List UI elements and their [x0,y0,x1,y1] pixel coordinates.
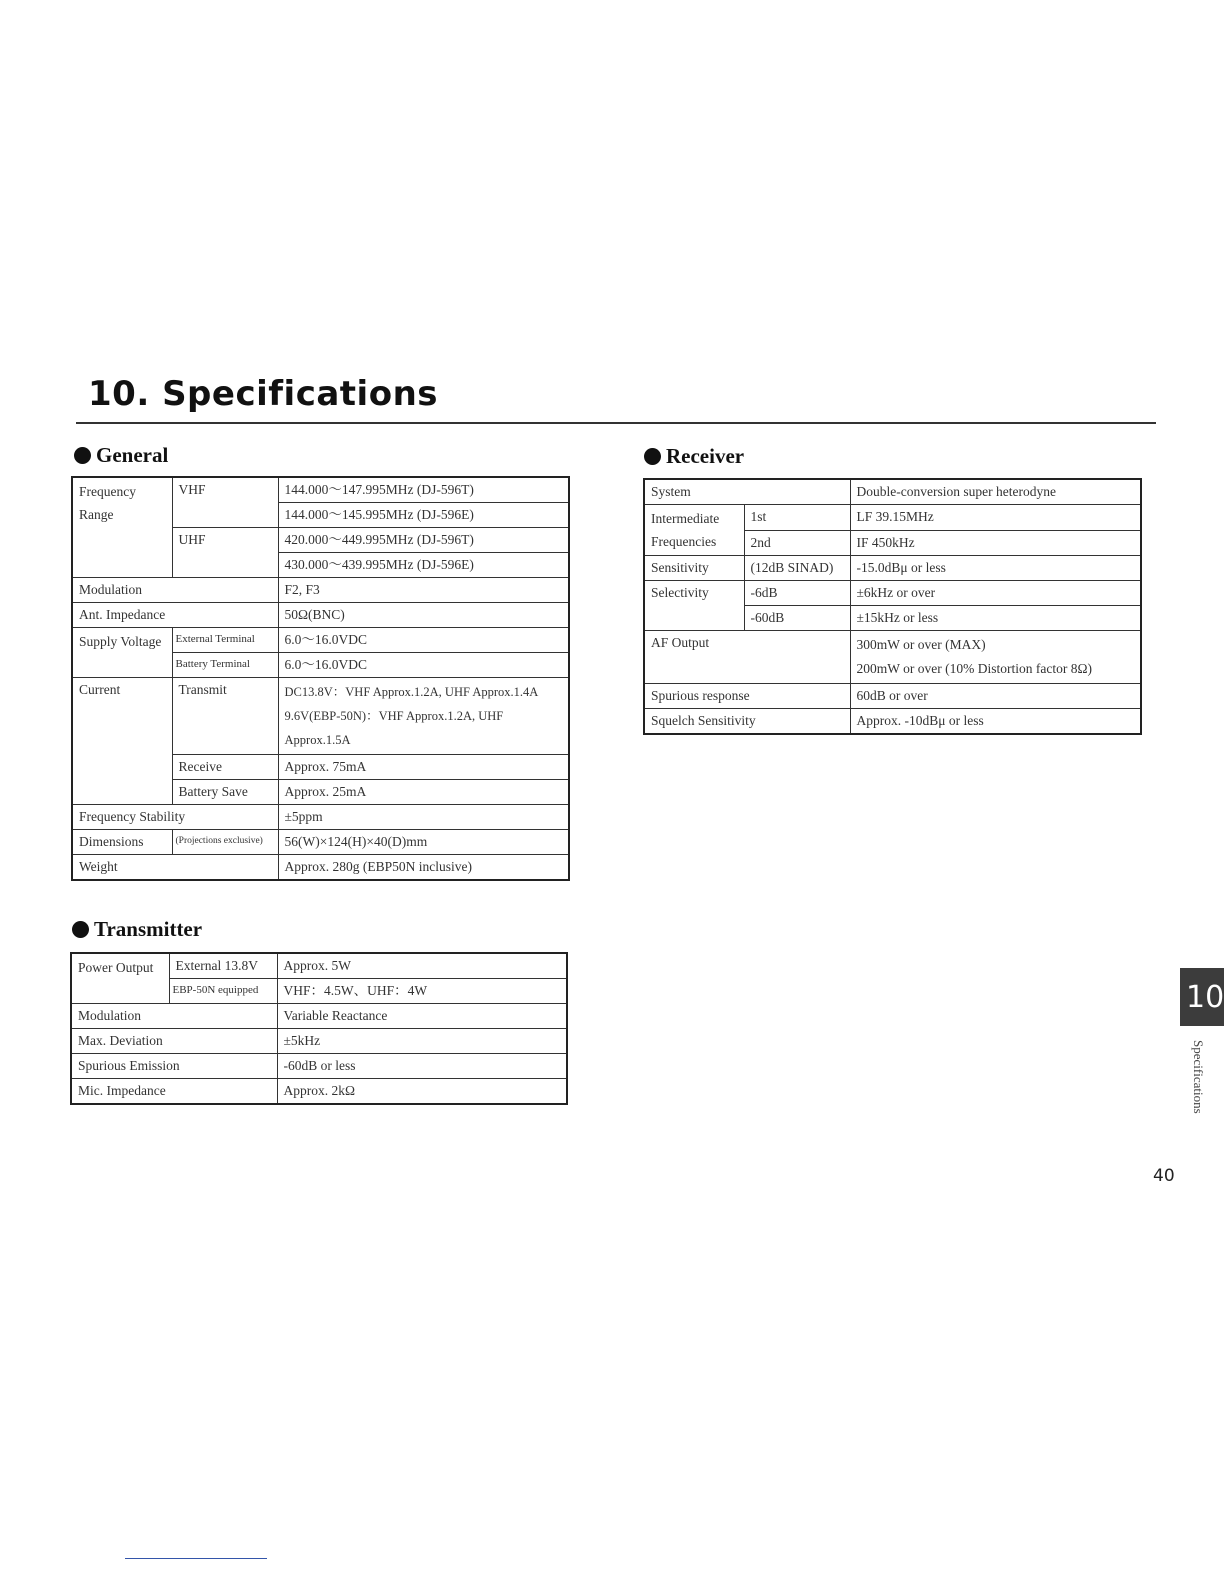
af-output-line-1: 300mW or over (MAX) [856,637,986,652]
ant-impedance-label: Ant. Impedance [72,603,278,628]
title-divider [76,422,1156,424]
if-2nd-value: IF 450kHz [850,530,1141,556]
external-terminal-value: 6.0～16.0VDC [278,628,569,653]
selectivity-6db-value: ±6kHz or over [850,581,1141,606]
supply-voltage-label: Supply Voltage [72,628,172,678]
if-2nd-label: 2nd [744,530,850,556]
spurious-emission-label: Spurious Emission [71,1054,277,1079]
table-row [72,678,569,755]
general-heading [74,443,168,468]
table-row [644,709,1141,735]
intermediate-frequencies-label: Intermediate Frequencies [644,505,744,556]
page-number: 40 [1153,1166,1175,1186]
weight-value: Approx. 280g (EBP50N inclusive) [278,855,569,881]
selectivity-6db-label: -6dB [744,581,850,606]
modulation-value: F2, F3 [278,578,569,603]
dimensions-value: 56(W)×124(H)×40(D)mm [278,830,569,855]
vhf-t-value: 144.000～147.995MHz (DJ-596T) [278,477,569,503]
ebp-50n-value: VHF：4.5W、UHF：4W [277,979,567,1004]
af-output-label: AF Output [644,631,850,684]
mic-impedance-label: Mic. Impedance [71,1079,277,1105]
bullet-icon [74,447,91,464]
max-deviation-value: ±5kHz [277,1029,567,1054]
ant-impedance-value: 50Ω(BNC) [278,603,569,628]
transmit-line-1: DC13.8V：VHF Approx.1.2A, UHF Approx.1.4A [284,685,539,699]
max-deviation-label: Max. Deviation [71,1029,277,1054]
transmit-line-2: 9.6V(EBP-50N)：VHF Approx.1.2A, UHF Approx.1.5A [284,709,504,747]
table-row [644,581,1141,606]
table-row [72,628,569,653]
table-row [644,684,1141,709]
table-row [71,1079,567,1105]
system-value: Double-conversion super heterodyne [850,479,1141,505]
transmit-label: Transmit [172,678,278,755]
transmit-value [278,678,569,755]
transmitter-heading [72,917,202,942]
table-row [72,805,569,830]
vhf-label: VHF [172,477,278,528]
power-output-label: Power Output [71,953,169,1004]
if-1st-value: LF 39.15MHz [850,505,1141,531]
transmitter-heading-label: Transmitter [94,917,203,941]
tx-modulation-label: Modulation [71,1004,277,1029]
frequency-stability-value: ±5ppm [278,805,569,830]
table-row [72,578,569,603]
dimensions-note: (Projections exclusive) [172,830,278,855]
table-row [644,505,1141,531]
external-13v8-value: Approx. 5W [277,953,567,979]
bullet-icon [644,448,661,465]
sensitivity-value: -15.0dBμ or less [850,556,1141,581]
uhf-t-value: 420.000～449.995MHz (DJ-596T) [278,528,569,553]
receiver-heading [644,444,744,469]
battery-save-value: Approx. 25mA [278,780,569,805]
transmitter-spec-table [70,952,568,1105]
uhf-label: UHF [172,528,278,578]
battery-terminal-value: 6.0～16.0VDC [278,653,569,678]
receive-label: Receive [172,755,278,780]
battery-terminal-label: Battery Terminal [172,653,278,678]
modulation-label: Modulation [72,578,278,603]
system-label: System [644,479,850,505]
vhf-e-value: 144.000～145.995MHz (DJ-596E) [278,503,569,528]
selectivity-60db-value: ±15kHz or less [850,606,1141,631]
table-row [644,556,1141,581]
selectivity-60db-label: -60dB [744,606,850,631]
dimensions-label: Dimensions [72,830,172,855]
bullet-icon [72,921,89,938]
spurious-response-label: Spurious response [644,684,850,709]
uhf-e-value: 430.000～439.995MHz (DJ-596E) [278,553,569,578]
ebp-50n-label: EBP-50N equipped [169,979,277,1004]
squelch-sensitivity-value: Approx. -10dBμ or less [850,709,1141,735]
af-output-value [850,631,1141,684]
external-terminal-label: External Terminal [172,628,278,653]
receiver-spec-table [643,478,1142,735]
receiver-heading-label: Receiver [666,444,745,468]
table-row [71,1004,567,1029]
table-row [72,855,569,881]
general-heading-label: General [96,443,169,467]
sensitivity-label: Sensitivity [644,556,744,581]
weight-label: Weight [72,855,278,881]
chapter-tab [1180,968,1224,1026]
sensitivity-condition: (12dB SINAD) [744,556,850,581]
receive-value: Approx. 75mA [278,755,569,780]
selectivity-label: Selectivity [644,581,744,631]
table-row [71,1054,567,1079]
external-13v8-label: External 13.8V [169,953,277,979]
footer-divider [125,1558,267,1559]
frequency-stability-label: Frequency Stability [72,805,278,830]
squelch-sensitivity-label: Squelch Sensitivity [644,709,850,735]
af-output-line-2: 200mW or over (10% Distortion factor 8Ω) [856,661,1092,676]
table-row [644,479,1141,505]
spurious-response-value: 60dB or over [850,684,1141,709]
table-row [72,603,569,628]
current-label: Current [72,678,172,805]
table-row [71,953,567,979]
table-row [72,830,569,855]
table-row [644,631,1141,684]
page-title: 10. Specifications [88,374,439,414]
chapter-tab-label: Specifications [1191,1040,1206,1114]
if-1st-label: 1st [744,505,850,531]
chapter-tab-number: 10 [1186,979,1224,1015]
spurious-emission-value: -60dB or less [277,1054,567,1079]
table-row [72,477,569,503]
freq-range-label: Frequency Range [72,477,172,578]
table-row [71,1029,567,1054]
general-spec-table [71,476,570,881]
mic-impedance-value: Approx. 2kΩ [277,1079,567,1105]
tx-modulation-value: Variable Reactance [277,1004,567,1029]
battery-save-label: Battery Save [172,780,278,805]
